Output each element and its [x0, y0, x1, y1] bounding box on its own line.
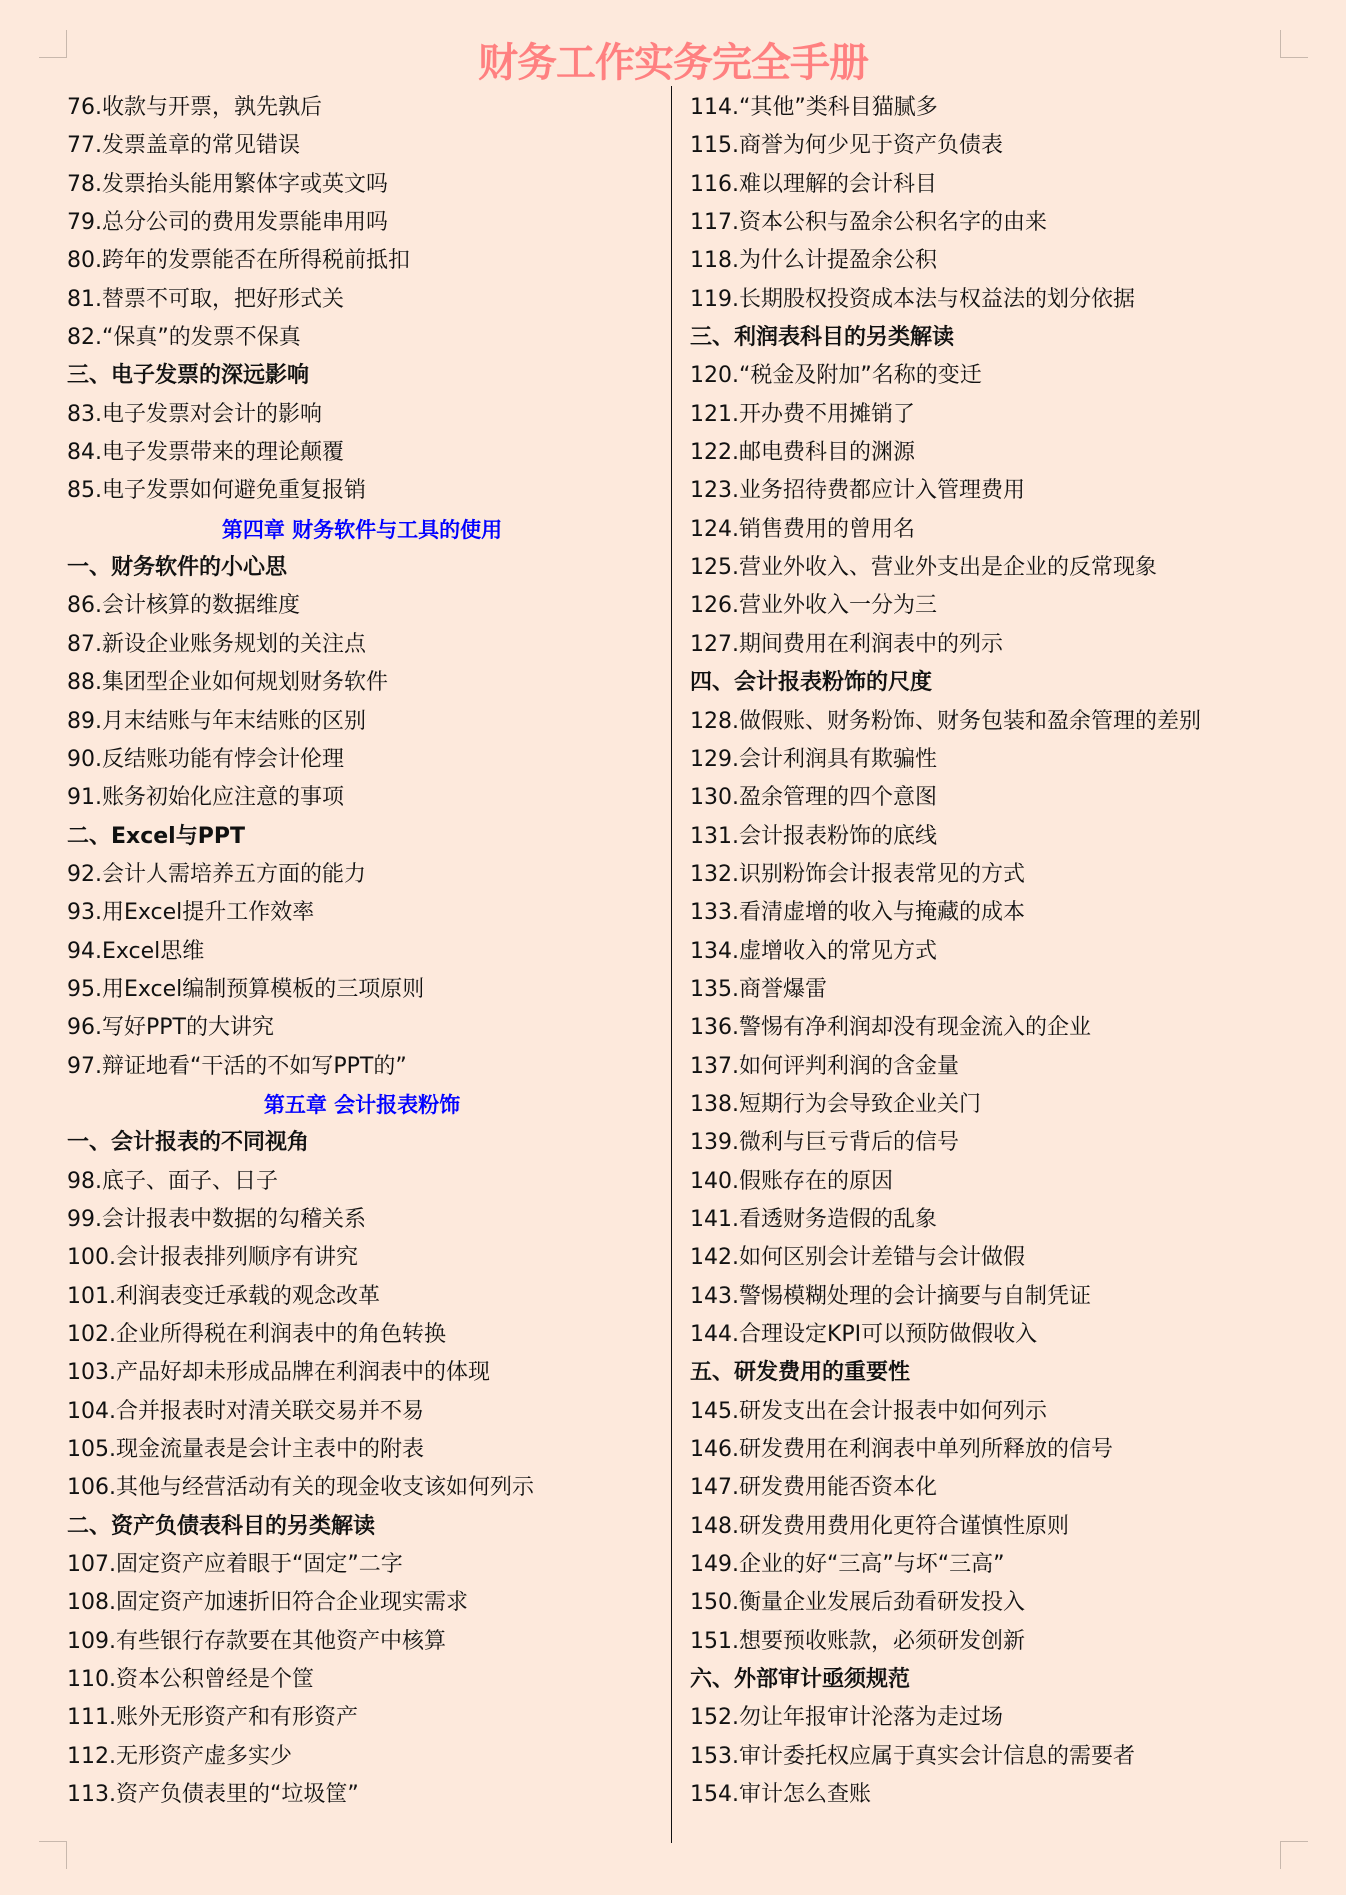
toc-entry: 145.研发支出在会计报表中如何列示	[690, 1398, 1047, 1424]
toc-entry: 144.合理设定KPI可以预防做假收入	[690, 1322, 1038, 1347]
toc-entry: 90.反结账功能有悖会计伦理	[67, 746, 344, 772]
chapter-heading: 第四章 财务软件与工具的使用	[221, 517, 503, 542]
toc-entry: 86.会计核算的数据维度	[67, 593, 300, 619]
toc-entry: 152.勿让年报审计沦落为走过场	[690, 1705, 1003, 1731]
toc-entry: 102.企业所得税在利润表中的角色转换	[67, 1322, 446, 1347]
toc-entry: 132.识别粉饰会计报表常见的方式	[690, 861, 1025, 887]
toc-entry: 136.警惕有净利润却没有现金流入的企业	[690, 1015, 1091, 1041]
section-heading: 五、研发费用的重要性	[690, 1360, 911, 1386]
section-heading: 四、会计报表粉饰的尺度	[690, 670, 933, 696]
toc-entry: 129.会计利润具有欺骗性	[690, 746, 937, 772]
corner-mark-bottom-left	[39, 1841, 67, 1869]
toc-entry: 88.集团型企业如何规划财务软件	[67, 670, 388, 696]
toc-entry: 153.审计委托权应属于真实会计信息的需要者	[690, 1743, 1135, 1769]
toc-entry: 149.企业的好“三高”与坏“三高”	[690, 1552, 1005, 1578]
toc-entry: 91.账务初始化应注意的事项	[67, 785, 344, 811]
document-title: 财务工作实务完全手册	[478, 39, 868, 86]
toc-entry: 141.看透财务造假的乱象	[690, 1206, 937, 1232]
toc-right-column	[690, 89, 1290, 1814]
toc-entry: 79.总分公司的费用发票能串用吗	[67, 210, 388, 236]
toc-entry: 133.看清虚增的收入与掩藏的成本	[690, 900, 1025, 926]
toc-entry: 131.会计报表粉饰的底线	[690, 823, 937, 849]
toc-entry: 154.审计怎么查账	[690, 1782, 871, 1808]
toc-entry: 112.无形资产虚多实少	[67, 1743, 292, 1769]
toc-entry: 105.现金流量表是会计主表中的附表	[67, 1437, 424, 1463]
toc-entry: 84.电子发票带来的理论颠覆	[67, 440, 344, 466]
toc-entry: 125.营业外收入、营业外支出是企业的反常现象	[690, 555, 1157, 581]
toc-entry: 98.底子、面子、日子	[67, 1168, 278, 1194]
toc-entry: 81.替票不可取，把好形式关	[67, 286, 344, 312]
toc-entry: 142.如何区别会计差错与会计做假	[690, 1245, 1025, 1271]
toc-entry: 128.做假账、财务粉饰、财务包装和盈余管理的差别	[690, 708, 1201, 734]
toc-entry: 135.商誉爆雷	[690, 976, 827, 1002]
toc-entry: 96.写好PPT的大讲究	[67, 1015, 274, 1041]
toc-entry: 134.虚增收入的常见方式	[690, 938, 937, 964]
toc-entry: 111.账外无形资产和有形资产	[67, 1705, 358, 1731]
toc-entry: 118.为什么计提盈余公积	[690, 248, 937, 274]
toc-entry: 97.辩证地看“干活的不如写PPT的”	[67, 1053, 407, 1079]
toc-entry: 120.“税金及附加”名称的变迁	[690, 363, 982, 389]
toc-entry: 138.短期行为会导致企业关门	[690, 1091, 981, 1117]
section-heading: 六、外部审计亟须规范	[690, 1667, 911, 1693]
toc-entry: 116.难以理解的会计科目	[690, 171, 937, 197]
toc-entry: 127.期间费用在利润表中的列示	[690, 631, 1003, 657]
toc-entry: 148.研发费用费用化更符合谨慎性原则	[690, 1513, 1069, 1539]
toc-entry: 110.资本公积曾经是个筐	[67, 1667, 314, 1693]
toc-entry: 108.固定资产加速折旧符合企业现实需求	[67, 1590, 468, 1616]
toc-entry: 89.月末结账与年末结账的区别	[67, 708, 366, 734]
toc-entry: 107.固定资产应着眼于“固定”二字	[67, 1552, 403, 1578]
toc-entry: 122.邮电费科目的渊源	[690, 440, 915, 466]
toc-entry: 106.其他与经营活动有关的现金收支该如何列示	[67, 1475, 534, 1501]
toc-left-column	[67, 89, 657, 1814]
column-divider	[671, 86, 672, 1843]
toc-entry: 87.新设企业账务规划的关注点	[67, 631, 366, 657]
chapter-heading: 第五章 会计报表粉饰	[263, 1092, 461, 1117]
toc-entry: 113.资产负债表里的“垃圾筐”	[67, 1782, 359, 1808]
toc-entry: 80.跨年的发票能否在所得税前抵扣	[67, 248, 410, 274]
section-heading: 一、财务软件的小心思	[67, 555, 288, 581]
toc-entry: 151.想要预收账款，必须研发创新	[690, 1628, 1025, 1654]
toc-entry: 114.“其他”类科目猫腻多	[690, 95, 938, 120]
toc-entry: 146.研发费用在利润表中单列所释放的信号	[690, 1437, 1113, 1463]
toc-entry: 126.营业外收入一分为三	[690, 593, 937, 619]
toc-entry: 77.发票盖章的常见错误	[67, 133, 300, 159]
section-heading: 二、资产负债表科目的另类解读	[67, 1513, 376, 1539]
toc-entry: 140.假账存在的原因	[690, 1168, 893, 1194]
toc-entry: 101.利润表变迁承载的观念改革	[67, 1283, 380, 1309]
toc-entry: 123.业务招待费都应计入管理费用	[690, 478, 1025, 504]
toc-entry: 95.用Excel编制预算模板的三项原则	[67, 976, 425, 1002]
section-heading: 三、利润表科目的另类解读	[690, 325, 955, 351]
toc-entry: 103.产品好却未形成品牌在利润表中的体现	[67, 1360, 490, 1386]
toc-entry: 100.会计报表排列顺序有讲究	[67, 1245, 358, 1271]
toc-entry: 117.资本公积与盈余公积名字的由来	[690, 210, 1047, 236]
toc-entry: 82.“保真”的发票不保真	[67, 325, 301, 351]
toc-entry: 94.Excel思维	[67, 938, 205, 964]
toc-entry: 143.警惕模糊处理的会计摘要与自制凭证	[690, 1283, 1091, 1309]
toc-entry: 99.会计报表中数据的勾稽关系	[67, 1206, 366, 1232]
toc-entry: 124.销售费用的曾用名	[690, 516, 915, 542]
toc-entry: 83.电子发票对会计的影响	[67, 401, 322, 427]
toc-entry: 92.会计人需培养五方面的能力	[67, 861, 366, 887]
toc-entry: 76.收款与开票，孰先孰后	[67, 95, 322, 120]
toc-entry: 150.衡量企业发展后劲看研发投入	[690, 1590, 1025, 1616]
toc-entry: 85.电子发票如何避免重复报销	[67, 478, 366, 504]
section-heading: 三、电子发票的深远影响	[67, 363, 310, 389]
section-heading: 二、Excel与PPT	[67, 823, 245, 849]
toc-entry: 104.合并报表时对清关联交易并不易	[67, 1398, 424, 1424]
toc-entry: 78.发票抬头能用繁体字或英文吗	[67, 171, 388, 197]
toc-entry: 121.开办费不用摊销了	[690, 401, 915, 427]
toc-entry: 119.长期股权投资成本法与权益法的划分依据	[690, 286, 1135, 312]
toc-entry: 109.有些银行存款要在其他资产中核算	[67, 1628, 446, 1654]
toc-entry: 130.盈余管理的四个意图	[690, 785, 937, 811]
toc-entry: 147.研发费用能否资本化	[690, 1475, 937, 1501]
toc-entry: 137.如何评判利润的含金量	[690, 1053, 959, 1079]
corner-mark-bottom-right	[1280, 1841, 1308, 1869]
toc-entry: 93.用Excel提升工作效率	[67, 900, 315, 926]
toc-entry: 115.商誉为何少见于资产负债表	[690, 133, 1003, 159]
toc-entry: 139.微利与巨亏背后的信号	[690, 1130, 959, 1156]
section-heading: 一、会计报表的不同视角	[67, 1130, 310, 1156]
